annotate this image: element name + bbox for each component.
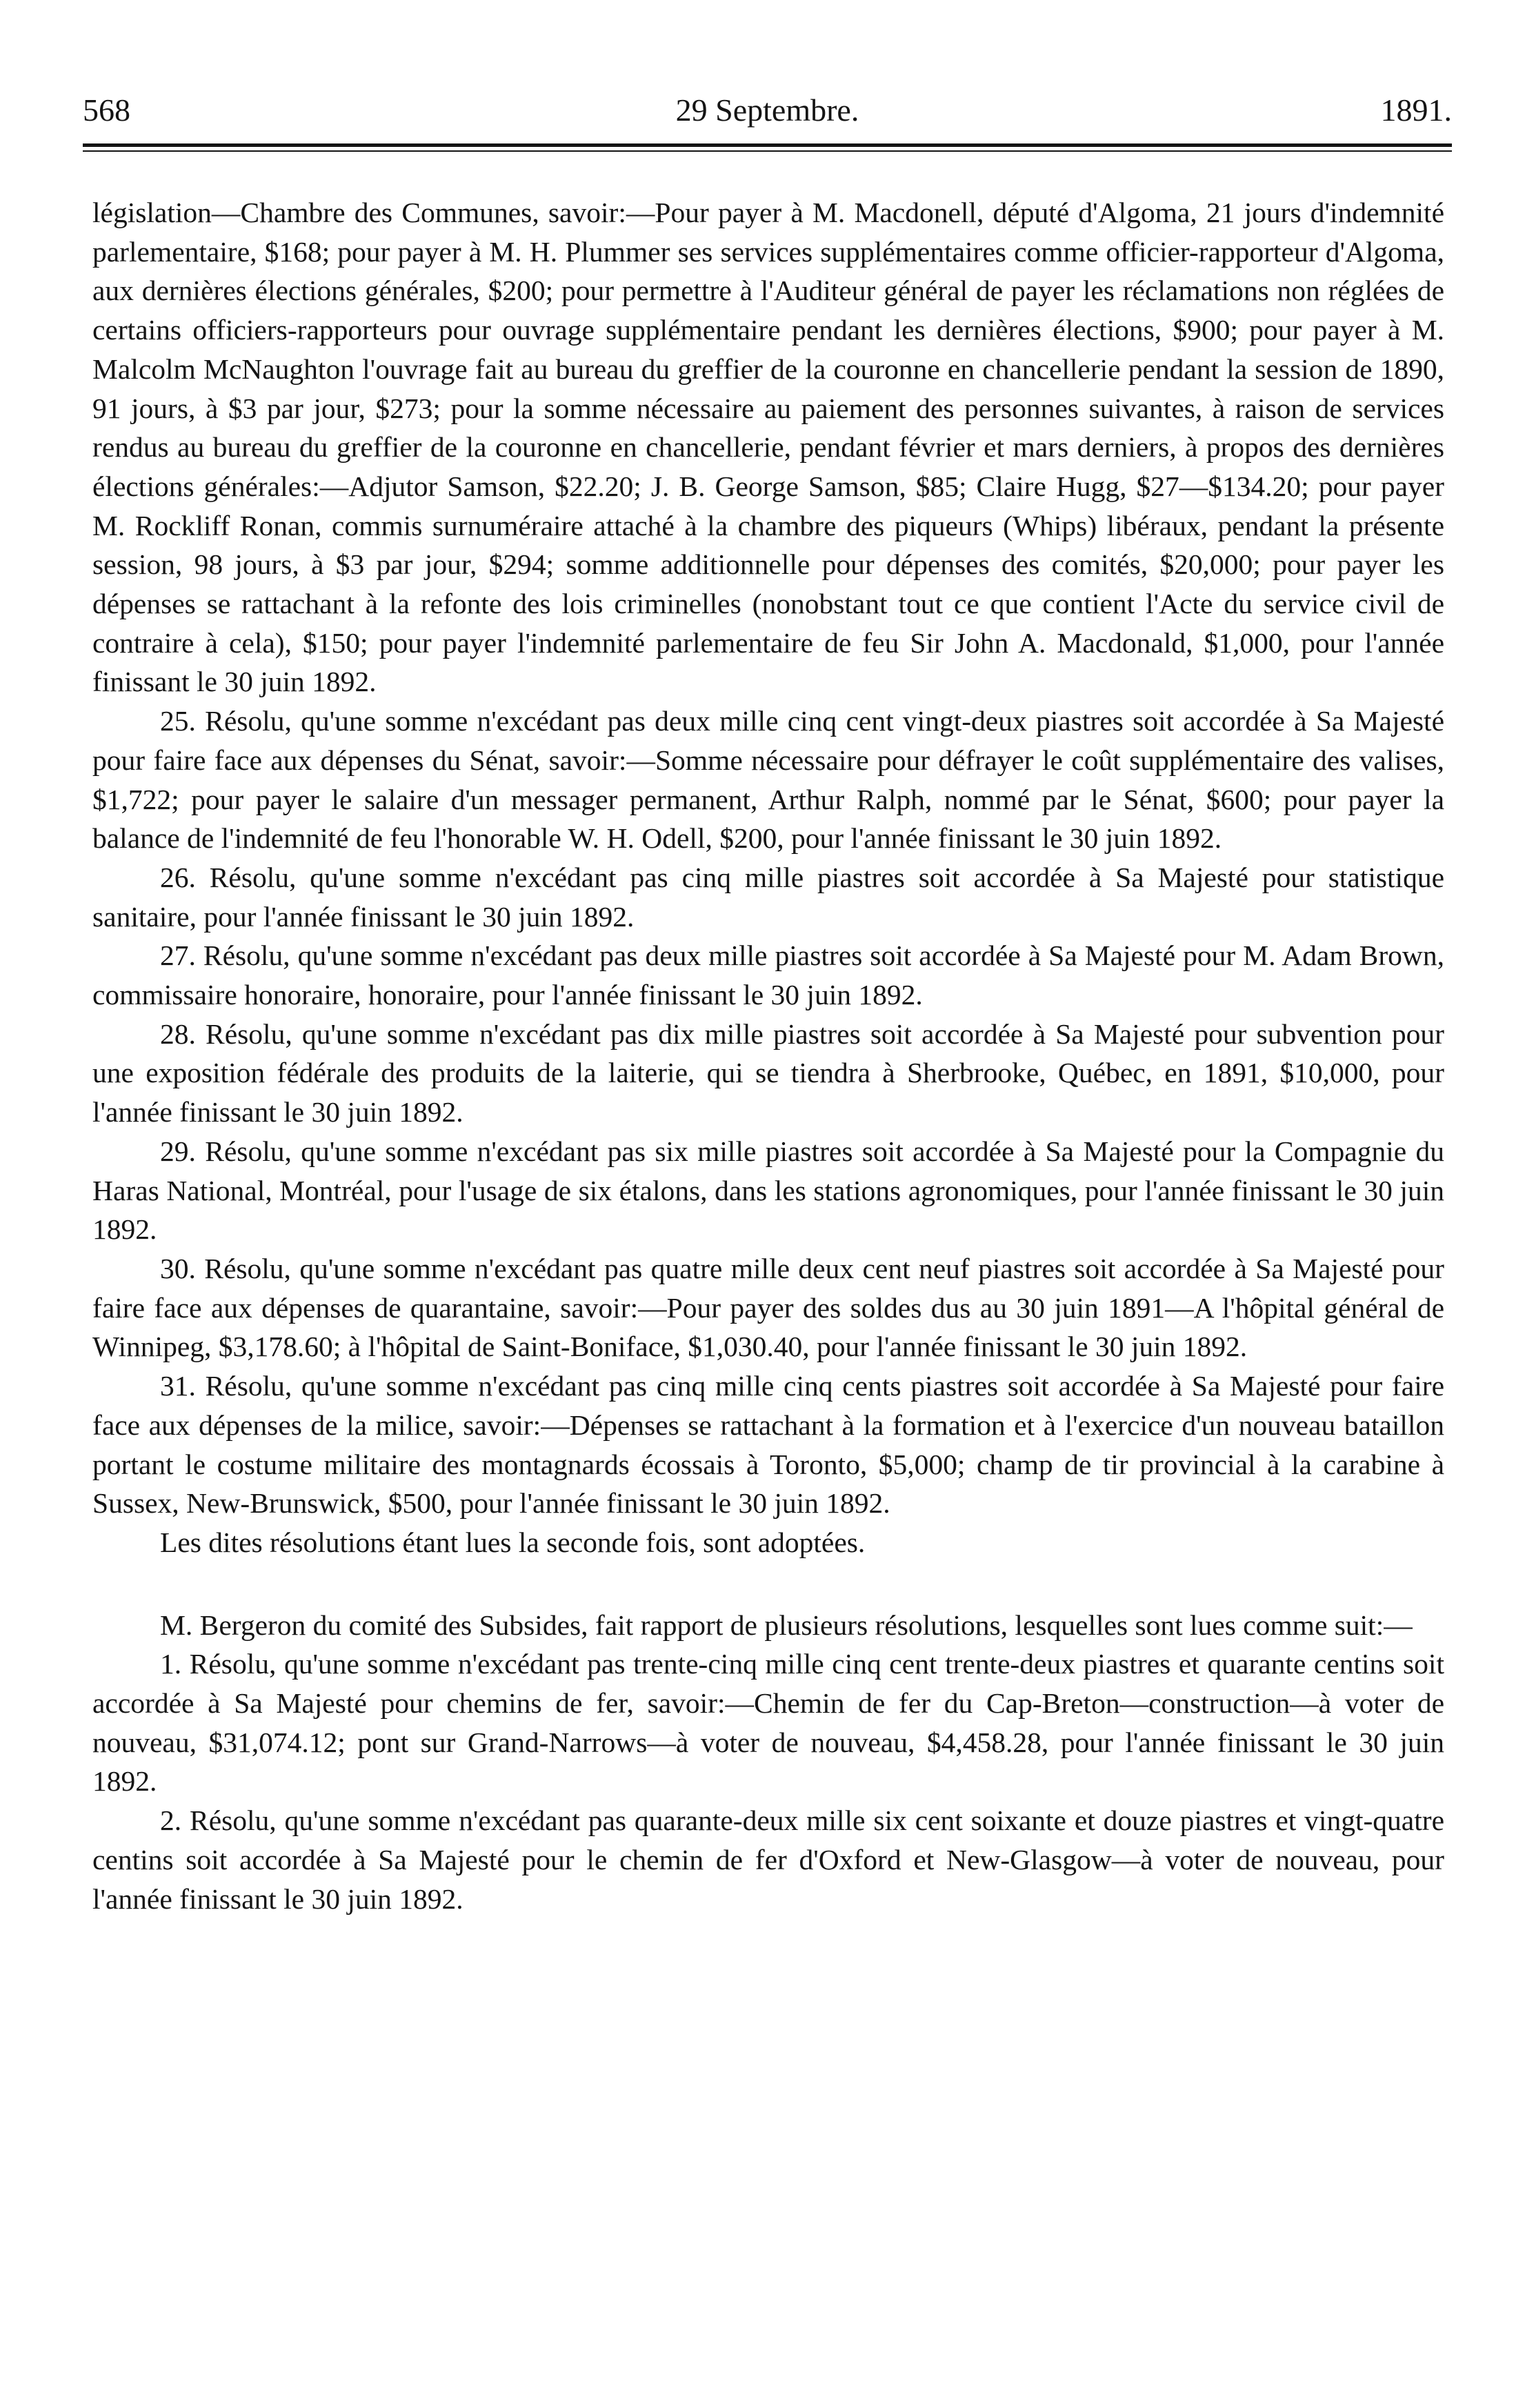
report-resolution-1: 1. Résolu, qu'une somme n'excédant pas trente-cinq mille cinq cent trente-deux piastres et quarante centins soit accordée à Sa Majesté pour chemins de fer, savoir:—Chemin de fer du Cap-Breton—construction—à voter de nouveau, $31,074.12; pont sur Grand-Narrows—à voter de nouveau, $4,458.28, pour l'année finissant le 30 juin 1892. <box>92 1648 1444 1798</box>
adoption-note: Les dites résolutions étant lues la seconde fois, sont adoptées. <box>160 1526 866 1558</box>
report-resolution-2: 2. Résolu, qu'une somme n'excédant pas quarante-deux mille six cent soixante et douze piastres et vingt-quatre centins soit accordée à Sa Majesté pour le chemin de fer d'Oxford et New-Glasgow—à voter de nouveau, pour l'année finissant le 30 juin 1892. <box>92 1804 1444 1915</box>
body-text <box>92 193 1444 1918</box>
resolution-30: 30. Résolu, qu'une somme n'excédant pas quatre mille deux cent neuf piastres soit accordée à Sa Majesté pour faire face aux dépenses de quarantaine, savoir:—Pour payer des soldes dus au 30 juin 1891—A l'hôpital général de Winnipeg, $3,178.60; à l'hôpital de Saint-Boniface, $1,030.40, pour l'année finissant le 30 juin 1892. <box>92 1252 1444 1363</box>
resolution-26: 26. Résolu, qu'une somme n'excédant pas cinq mille piastres soit accordée à Sa Majesté pour statistique sanitaire, pour l'année finissant le 30 juin 1892. <box>92 861 1444 933</box>
page-number: 568 <box>83 92 130 128</box>
page-date: 29 Septembre. <box>675 92 859 128</box>
header-rule-thick <box>83 143 1452 147</box>
resolution-31: 31. Résolu, qu'une somme n'excédant pas cinq mille cinq cents piastres soit accordée à Sa Majesté pour faire face aux dépenses de la milice, savoir:—Dépenses se rattachant à la formation et à l'exercice d'un nouveau bataillon portant le costume militaire des montagnards écossais à Toronto, $5,000; champ de tir provincial à la carabine à Sussex, New-Brunswick, $500, pour l'année finissant le 30 juin 1892. <box>92 1370 1444 1520</box>
resolution-25: 25. Résolu, qu'une somme n'excédant pas deux mille cinq cent vingt-deux piastres soit accordée à Sa Majesté pour faire face aux dépenses du Sénat, savoir:—Somme nécessaire pour défrayer le coût supplémentaire des valises, $1,722; pour payer le salaire d'un messager permanent, Arthur Ralph, nommé par le Sénat, $600; pour payer la balance de l'indemnité de feu l'honorable W. H. Odell, $200, pour l'année finissant le 30 juin 1892. <box>92 705 1444 855</box>
committee-report: M. Bergeron du comité des Subsides, fait rapport de plusieurs résolutions, lesquelles sont lues comme suit:— <box>160 1609 1413 1641</box>
header-rule-thin <box>83 150 1452 152</box>
resolution-28: 28. Résolu, qu'une somme n'excédant pas dix mille piastres soit accordée à Sa Majesté pour subvention pour une exposition fédérale des produits de la laiterie, qui se tiendra à Sherbrooke, Québec, en 1891, $10,000, pour l'année finissant le 30 juin 1892. <box>92 1017 1444 1128</box>
resolution-29: 29. Résolu, qu'une somme n'excédant pas six mille piastres soit accordée à Sa Majesté pour la Compagnie du Haras National, Montréal, pour l'usage de six étalons, dans les stations agronomiques, pour l'année finissant le 30 juin 1892. <box>92 1135 1444 1246</box>
page-header <box>83 88 1452 132</box>
resolution-27: 27. Résolu, qu'une somme n'excédant pas deux mille piastres soit accordée à Sa Majesté pour M. Adam Brown, commissaire honoraire, honoraire, pour l'année finissant le 30 juin 1892. <box>92 939 1444 1011</box>
paragraph-continued: législation—Chambre des Communes, savoir:—Pour payer à M. Macdonell, député d'Algoma, 21 jours d'indemnité parlementaire, $168; pour payer à M. H. Plummer ses services supplémentaires comme officier-rapporteur d'Algoma, aux dernières élections générales, $200; pour permettre à l'Auditeur général de payer les réclamations non réglées de certains officiers-rapporteurs pour ouvrage supplémentaire pendant les dernières élections, $900; pour payer à M. Malcolm McNaughton l'ouvrage fait au bureau du greffier de la couronne en chancellerie pendant la session de 1890, 91 jours, à $3 par jour, $273; pour la somme nécessaire au paiement des personnes suivantes, à raison de services rendus au bureau du greffier de la couronne en chancellerie, pendant février et mars derniers, à propos des dernières élections générales:—Adjutor Samson, $22.20; J. B. George Samson, $85; Claire Hugg, $27—$134.20; pour payer M. Rockliff Ronan, commis surnuméraire attaché à la chambre des piqueurs (Whips) libéraux, pendant la présente session, 98 jours, à $3 par jour, $294; somme additionnelle pour dépenses des comités, $20,000; pour payer les dépenses se rattachant à la refonte des lois criminelles (nonobstant tout ce que contient l'Acte du service civil de contraire à cela), $150; pour payer l'indemnité parlementaire de feu Sir John A. Macdonald, $1,000, pour l'année finissant le 30 juin 1892. <box>92 197 1444 698</box>
page-year: 1891. <box>1380 92 1452 128</box>
